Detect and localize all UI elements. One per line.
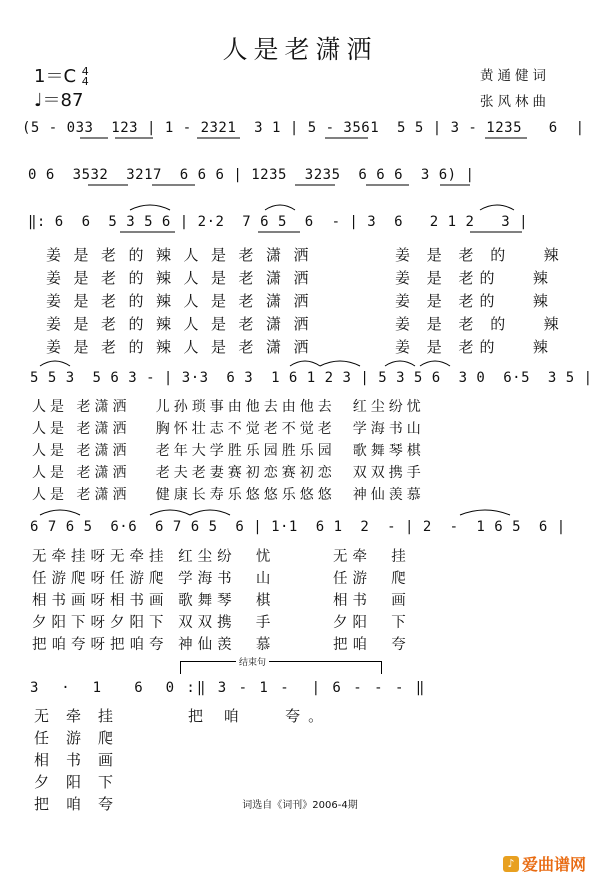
source-note: 词选自《词刊》2006-4期 xyxy=(242,800,358,811)
system2-lyric-v2: 人是 老潇洒 胸怀壮志不觉老不觉老 学海书山 xyxy=(32,421,425,437)
system4-lyric-v1: 无牵挂 xyxy=(34,707,131,725)
system2-lyric-v1: 人是 老潇洒 儿孙琐事由他去由他去 红尘纷忧 xyxy=(32,399,425,415)
tempo-marking: ♩＝87 xyxy=(34,90,84,111)
system4-lyric-v5: 把咱夸 xyxy=(34,795,131,813)
time-top: 4 xyxy=(81,65,89,78)
system2-lyric-v3: 人是 老潇洒 老年大学胜乐园胜乐园 歌舞琴棋 xyxy=(32,443,425,459)
site-logo xyxy=(503,852,586,875)
system2-lyric-v5: 人是 老潇洒 健康长寿乐悠悠乐悠悠 神仙羡慕 xyxy=(32,487,425,503)
system1-lyric-v4: 姜是老的辣人是老潇洒 xyxy=(46,315,322,333)
lyricist-credit: 黄通健词 xyxy=(480,68,550,84)
system4-lyric-v4: 夕阳下 xyxy=(34,773,131,791)
system1-lyric-v1: 姜是老的辣人是老潇洒 xyxy=(46,246,322,264)
time-bottom: 4 xyxy=(81,75,89,88)
system1-lyric-b-v3: 姜 是 老的 辣 xyxy=(395,292,554,310)
system4-notes: 3 · 1 6 0 :‖ 3 - 1 - | 6 - - - ‖ xyxy=(30,680,427,696)
system3-lyric-v1: 无牵挂呀无牵挂 红尘纷 忧 无牵 挂 xyxy=(32,549,411,565)
system4-lyric-v2: 任游爬 xyxy=(34,729,131,747)
composer-credit: 张风林曲 xyxy=(480,94,550,110)
system1-lyric-v2: 姜是老的辣人是老潇洒 xyxy=(46,269,322,287)
system2-notes: 5 5 3 5 6 3 - | 3·3 6 3 1 6 1 2 3 | 5 3 5 6 3 0 6·5 3 5 | xyxy=(30,370,593,386)
logo-text: 爱曲谱网 xyxy=(521,855,586,874)
music-note-icon: ♪ xyxy=(503,856,519,872)
key-value: 1＝C xyxy=(34,66,77,87)
song-title: 人是老潇洒 xyxy=(222,35,378,64)
system1-notes: ‖: 6 6 5 3 5 6 | 2·2 7 6 5 6 - | 3 6 2 1 2 3 | xyxy=(28,214,529,230)
system3-notes: 6 7 6 5 6·6 6 7 6 5 6 | 1·1 6 1 2 - | 2 - 1 6 5 6 | xyxy=(30,519,566,535)
system3-lyric-v4: 夕阳下呀夕阳下 双双携 手 夕阳 下 xyxy=(32,615,411,631)
ending-lyric: 把 咱 夸。 xyxy=(188,707,332,725)
system3-lyric-v2: 任游爬呀任游爬 学海书 山 任游 爬 xyxy=(32,571,411,587)
system3-lyric-v5: 把咱夸呀把咱夸 神仙羡 慕 把咱 夸 xyxy=(32,637,411,653)
system1-lyric-b-v1: 姜 是 老 的 辣 xyxy=(395,246,565,264)
intro-line-2: 0 6 3532 3217 6 6 6 | 1235 3235 6 6 6 3 6) | xyxy=(28,167,475,183)
system1-lyric-v3: 姜是老的辣人是老潇洒 xyxy=(46,292,322,310)
system3-lyric-v3: 相书画呀相书画 歌舞琴 棋 相书 画 xyxy=(32,593,411,609)
ending-label: 结束句 xyxy=(236,655,269,668)
system1-lyric-v5: 姜是老的辣人是老潇洒 xyxy=(46,338,322,356)
system4-lyric-v3: 相书画 xyxy=(34,751,131,769)
system1-lyric-b-v5: 姜 是 老的 辣 xyxy=(395,338,554,356)
system1-lyric-b-v4: 姜 是 老 的 辣 xyxy=(395,315,565,333)
system1-lyric-b-v2: 姜 是 老的 辣 xyxy=(395,269,554,287)
system2-lyric-v4: 人是 老潇洒 老夫老妻赛初恋赛初恋 双双携手 xyxy=(32,465,425,481)
intro-line-1: (5 - 033 123 | 1 - 2321 3 1 | 5 - 3561 5 5 | 3 - 1235 6 | xyxy=(22,120,585,136)
